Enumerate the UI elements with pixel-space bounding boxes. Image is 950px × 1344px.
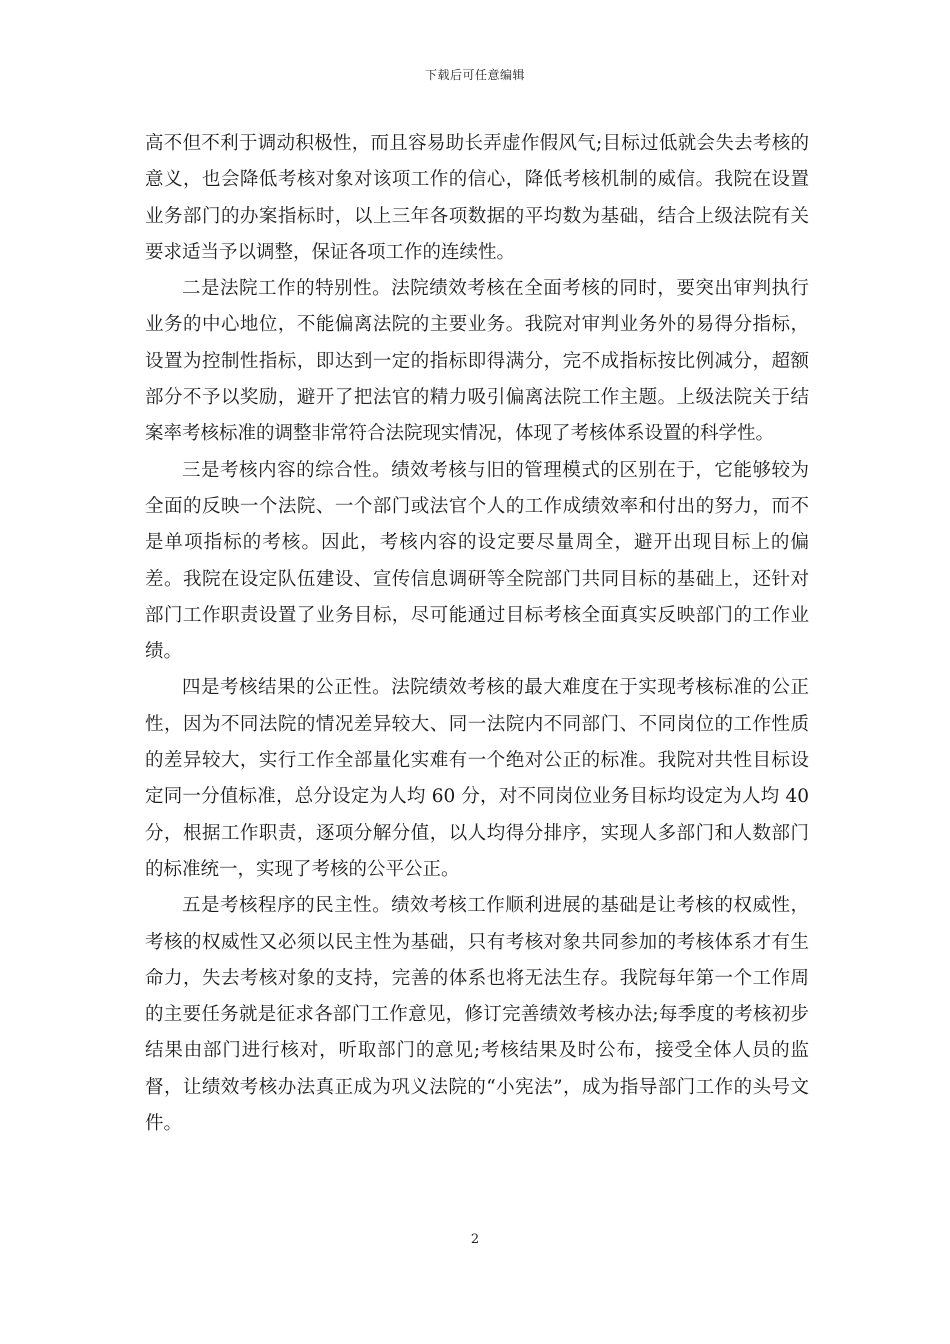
page-number: 2 (470, 1232, 480, 1247)
paragraph-point-two: 二是法院工作的特别性。法院绩效考核在全面考核的同时，要突出审判执行业务的中心地位，不能偏离法院的主要业务。我院对审判业务外的易得分指标，设置为控制性指标，即达到一定的指标即得满分，完不成指标按比例减分，超额部分不予以奖励，避开了把法官的精力吸引偏离法院工作主题。上级法院关于结案率考核标准的调整非常符合法院现实情况，体现了考核体系设置的科学性。 (145, 278, 809, 445)
document-body (145, 126, 809, 1142)
page-header: 下载后可任意编辑 (424, 68, 525, 82)
paragraph-point-four: 四是考核结果的公正性。法院绩效考核的最大难度在于实现考核标准的公正性，因为不同法院的情况差异较大、同一法院内不同部门、不同岗位的工作性质的差异较大，实行工作全部量化实难有一个绝对公正的标准。我院对共性目标设定同一分值标准，总分设定为人均 60 分，对不同岗位业务目标均设定为人均 40 分，根据工作职责，逐项分解分值，以人均得分排序，实现人多部门和人数部门的标准统一，实现了考核的公平公正。 (145, 677, 809, 880)
paragraph-point-three: 三是考核内容的综合性。绩效考核与旧的管理模式的区别在于，它能够较为全面的反映一个法院、一个部门或法官个人的工作成绩效率和付出的努力，而不是单项指标的考核。因此，考核内容的设定要尽量周全，避开出现目标上的偏差。我院在设定队伍建设、宣传信息调研等全院部门共同目标的基础上，还针对部门工作职责设置了业务目标，尽可能通过目标考核全面真实反映部门的工作业绩。 (145, 459, 809, 663)
paragraph-point-five: 五是考核程序的民主性。绩效考核工作顺利进展的基础是让考核的权威性，考核的权威性又必须以民主性为基础，只有考核对象共同参加的考核体系才有生命力，失去考核对象的支持，完善的体系也将无法生存。我院每年第一个工作周的主要任务就是征求各部门工作意见，修订完善绩效考核办法;每季度的考核初步结果由部门进行核对，听取部门的意见;考核结果及时公布，接受全体人员的监督，让绩效考核办法真正成为巩义法院的“小宪法”，成为指导部门工作的头号文件。 (145, 895, 809, 1135)
paragraph-continuation: 高不但不利于调动积极性，而且容易助长弄虚作假风气;目标过低就会失去考核的意义，也会降低考核对象对该项工作的信心，降低考核机制的威信。我院在设置业务部门的办案指标时，以上三年各项数据的平均数为基础，结合上级法院有关要求适当予以调整，保证各项工作的连续性。 (145, 133, 809, 263)
